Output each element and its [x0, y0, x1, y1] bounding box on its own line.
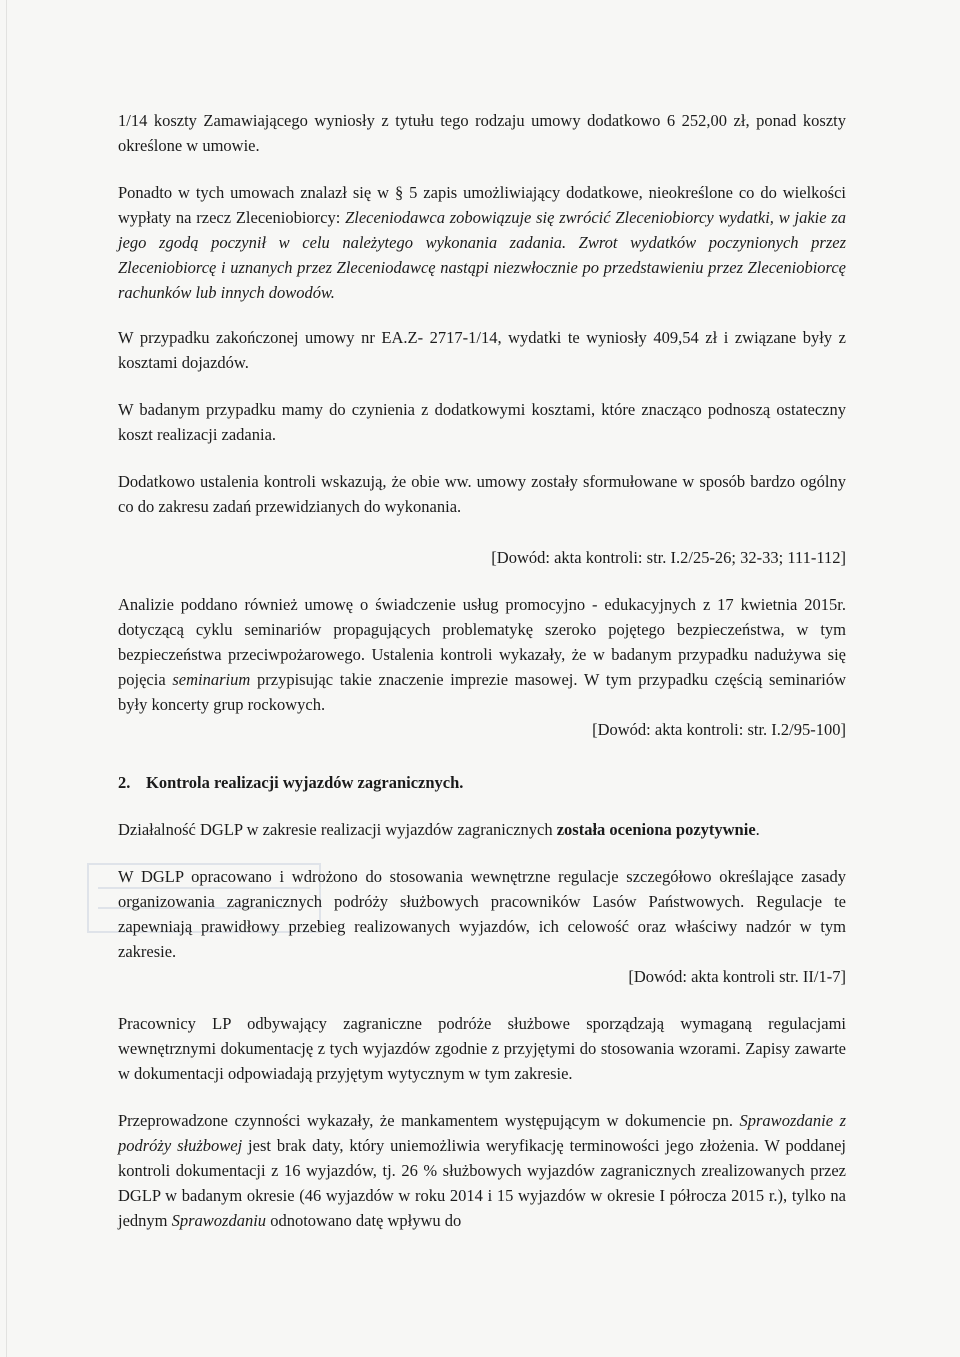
- seminars-text-b: przypisując takie znaczenie imprezie masowej. W tym przypadku częścią seminariów były koncerty grup rockowych.: [118, 670, 846, 714]
- assessment-bold: została oceniona pozytywnie: [556, 820, 756, 839]
- paragraph-costs: 1/14 koszty Zamawiającego wyniosły z tytułu tego rodzaju umowy dodatkowo 6 252,00 zł, ponad koszty określone w umowie.: [118, 111, 846, 155]
- paragraph-expenses: W przypadku zakończonej umowy nr EA.Z- 2717-1/14, wydatki te wyniosły 409,54 zł i związane były z kosztami dojazdów.: [118, 328, 846, 372]
- paragraph-documentation: Pracownicy LP odbywający zagraniczne podróże służbowe sporządzają wymaganą regulacjami wewnętrznymi dokumentację z tych wyjazdów zgodnie z przyjętymi do stosowania wzorami. Zapisy zawarte w dokumentacji odpowiadają przyjętym wytycznym w tym zakresie.: [118, 1014, 846, 1083]
- findings-italic-2: Sprawozdaniu: [171, 1211, 267, 1230]
- paragraph-assessment: [118, 817, 846, 842]
- seminars-text-a: Analizie poddano również umowę o świadczenie usług promocyjno - edukacyjnych z 17 kwietnia 2015r. dotyczącą cyklu seminariów propagujących problematykę szeroko pojętego bezpieczeństwa, w tym bezpieczeństwa przeciwpożarowego. Ustalenia kontroli wykazały, że w badanym przypadku nadużywa się pojęcia: [118, 595, 846, 689]
- document-body: [118, 108, 846, 1233]
- paragraph-findings: [118, 1108, 846, 1233]
- section-number: 2.: [118, 773, 131, 792]
- section-title: Kontrola realizacji wyjazdów zagranicznych.: [146, 773, 464, 792]
- assessment-end: .: [755, 820, 760, 839]
- findings-text-c: odnotowano datę wpływu do: [266, 1211, 462, 1230]
- evidence-reference-3: [Dowód: akta kontroli str. II/1-7]: [628, 967, 846, 986]
- paragraph-contract-clause: [118, 180, 846, 305]
- paragraph-regulations: W DGLP opracowano i wdrożono do stosowania wewnętrzne regulacje szczegółowo określające zasady organizowania zagranicznych podróży służbowych pracowników Lasów Państwowych. Regulacje te zapewniają prawidłowy przebieg realizowanych wyjazdów, ich celowość oraz właściwy nadzór w tym zakresie.: [118, 867, 846, 961]
- paragraph-general-terms: Dodatkowo ustalenia kontroli wskazują, że obie ww. umowy zostały sformułowane w sposób bardzo ogólny co do zakresu zadań przewidzianych do wykonania.: [118, 472, 846, 516]
- evidence-reference-2: [Dowód: akta kontroli: str. I.2/95-100]: [592, 720, 846, 739]
- assessment-text: Działalność DGLP w zakresie realizacji wyjazdów zagranicznych: [118, 820, 557, 839]
- scan-edge: [6, 0, 7, 1357]
- paragraph-seminars: [118, 592, 846, 717]
- clause-intro: Ponadto w tych umowach znalazł się w § 5 zapis umożliwiający dodatkowe, nieokreślone co do wielkości wypłaty na rzecz Zleceniobiorcy:: [118, 183, 846, 227]
- evidence-reference-1: [Dowód: akta kontroli: str. I.2/25-26; 32-33; 111-112]: [491, 548, 846, 567]
- paragraph-additional-costs: W badanym przypadku mamy do czynienia z dodatkowymi kosztami, które znacząco podnoszą ostateczny koszt realizacji zadania.: [118, 400, 846, 444]
- findings-italic-1: Sprawozdanie z podróży służbowej: [118, 1111, 847, 1155]
- section-heading: [118, 770, 846, 795]
- findings-text-b: jest brak daty, który uniemożliwia weryfikację terminowości jego złożenia. W poddanej kontroli dokumentacji z 16 wyjazdów, tj. 26 % służbowych wyjazdów zagranicznych zrealizowanych przez DGLP w badanym okresie (46 wyjazdów w roku 2014 i 15 wyjazdów w okresie I półrocza 2015 r.), tylko na jednym: [118, 1136, 846, 1230]
- seminars-italic: seminarium: [172, 670, 251, 689]
- findings-text-a: Przeprowadzone czynności wykazały, że mankamentem występującym w dokumencie pn.: [118, 1111, 740, 1130]
- clause-quote: Zleceniodawca zobowiązuje się zwrócić Zleceniobiorcy wydatki, w jakie za jego zgodą poczynił w celu należytego wykonania zadania. Zwrot wydatków poczynionych przez Zleceniobiorcę i uznanych przez Zleceniodawcę nastąpi niezwłocznie po przedstawieniu przez Zleceniobiorcę rachunków lub innych dowodów.: [118, 208, 846, 302]
